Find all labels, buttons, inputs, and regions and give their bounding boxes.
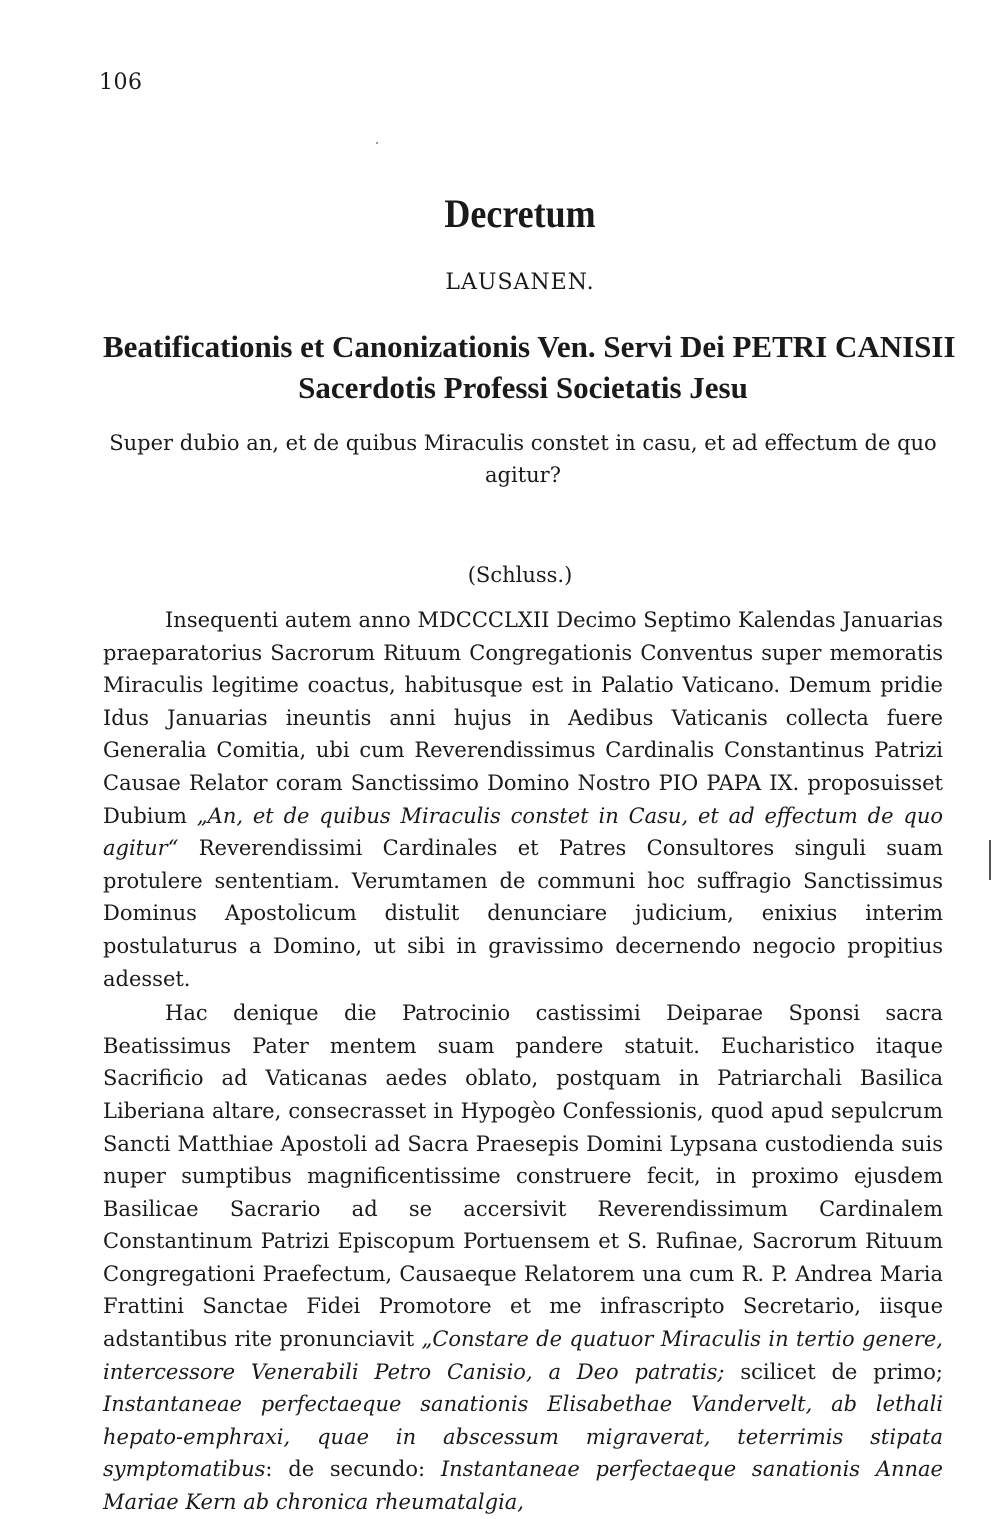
print-speck bbox=[376, 142, 378, 144]
paragraph-2 bbox=[103, 997, 943, 1519]
paragraph-1 bbox=[103, 604, 943, 995]
dubium-question: Super dubio an, et de quibus Miraculis constet in casu, et ad effectum de quo agitur? bbox=[109, 431, 937, 487]
paragraph-1-text-b: Reverendissimi Cardinales et Patres Consultores singuli suam protulere sententiam. Verumtamen de communi hoc suffragio Sanctissimus Dominus Apostolicum distulit denunciare judicium, enixius interim postulaturus a Domino, ut sibi in gravissimo decernendo negocio propitius adesset. bbox=[103, 836, 943, 991]
cause-heading bbox=[103, 326, 956, 408]
paragraph-2-text-c: : de secundo: bbox=[265, 1457, 441, 1482]
paragraph-1-text-a: Insequenti autem anno MDCCCLXII Decimo Septimo Kalendas Januarias praeparatorius Sacrorum Rituum Congregationis Conventus super memoratis Miraculis legitime coactus, habitusque est in Palatio Vaticano. Demum pridie Idus Januarias ineuntis anni hujus in Aedibus Vaticanis collecta fuere Generalia Comitia, ubi cum Reverendissimus Cardinalis Constantinus Patrizi Causae Relator coram Sanctissimo Domino Nostro PIO PAPA IX. proposuisset Dubium bbox=[103, 608, 943, 828]
cause-heading-line-1: Beatificationis et Canonizationis Ven. Servi Dei PETRI CANISII bbox=[103, 329, 956, 364]
decree-body bbox=[103, 604, 943, 1519]
dubium-quote: „An, et de quibus Miraculis constet in Casu, et ad effectum de quo agitur“ bbox=[103, 803, 943, 861]
pronouncement-quote: „Constare de quatuor Miraculis in tertio genere, intercessore Venerabili Petro Canisio, a Deo patratis; bbox=[103, 1327, 943, 1384]
decree-title: Decretum bbox=[444, 191, 596, 236]
paragraph-2-text-b: scilicet de primo; bbox=[724, 1359, 943, 1384]
diocese-name: LAUSANEN. bbox=[445, 270, 595, 295]
page-number: 106 bbox=[99, 70, 143, 95]
continuation-marker: (Schluss.) bbox=[467, 563, 573, 587]
second-miracle: Instantaneae perfectaeque sanationis Annae Mariae Kern ab chronica rheumatalgia, bbox=[103, 1457, 943, 1515]
cause-heading-line-2: Sacerdotis Professi Societatis Jesu bbox=[298, 370, 748, 405]
margin-mark bbox=[989, 840, 991, 880]
paragraph-2-text-a: Hac denique die Patrocinio castissimi Deiparae Sponsi sacra Beatissimus Pater mentem suam pandere statuit. Eucharistico itaque Sacrificio ad Vaticanas aedes oblato, postquam in Patriarchali Basilica Liberiana altare, consecrasset in Hypogèo Confessionis, quod apud sepulcrum Sancti Matthiae Apostoli ad Sacra Praesepis Domini Lypsana custodienda suis nuper sumptibus magnificentissime construere fecit, in proximo ejusdem Basilicae Sacrario ad se accersivit Reverendissimum Cardinalem Constantinum Patrizi Episcopum Portuensem et S. Rufinae, Sacrorum Rituum Congregationi Praefectum, Causaeque Relatorem una cum R. P. Andrea Maria Frattini Sanctae Fidei Promotore et me infrascripto Secretario, iisque adstantibus rite pronunciavit bbox=[103, 1001, 943, 1352]
first-miracle: Instantaneae perfectaeque sanationis Elisabethae Vandervelt, ab lethali hepato-emphraxi, quae in abscessum migraverat, teterrimis stipata symptomatibus bbox=[103, 1392, 943, 1482]
